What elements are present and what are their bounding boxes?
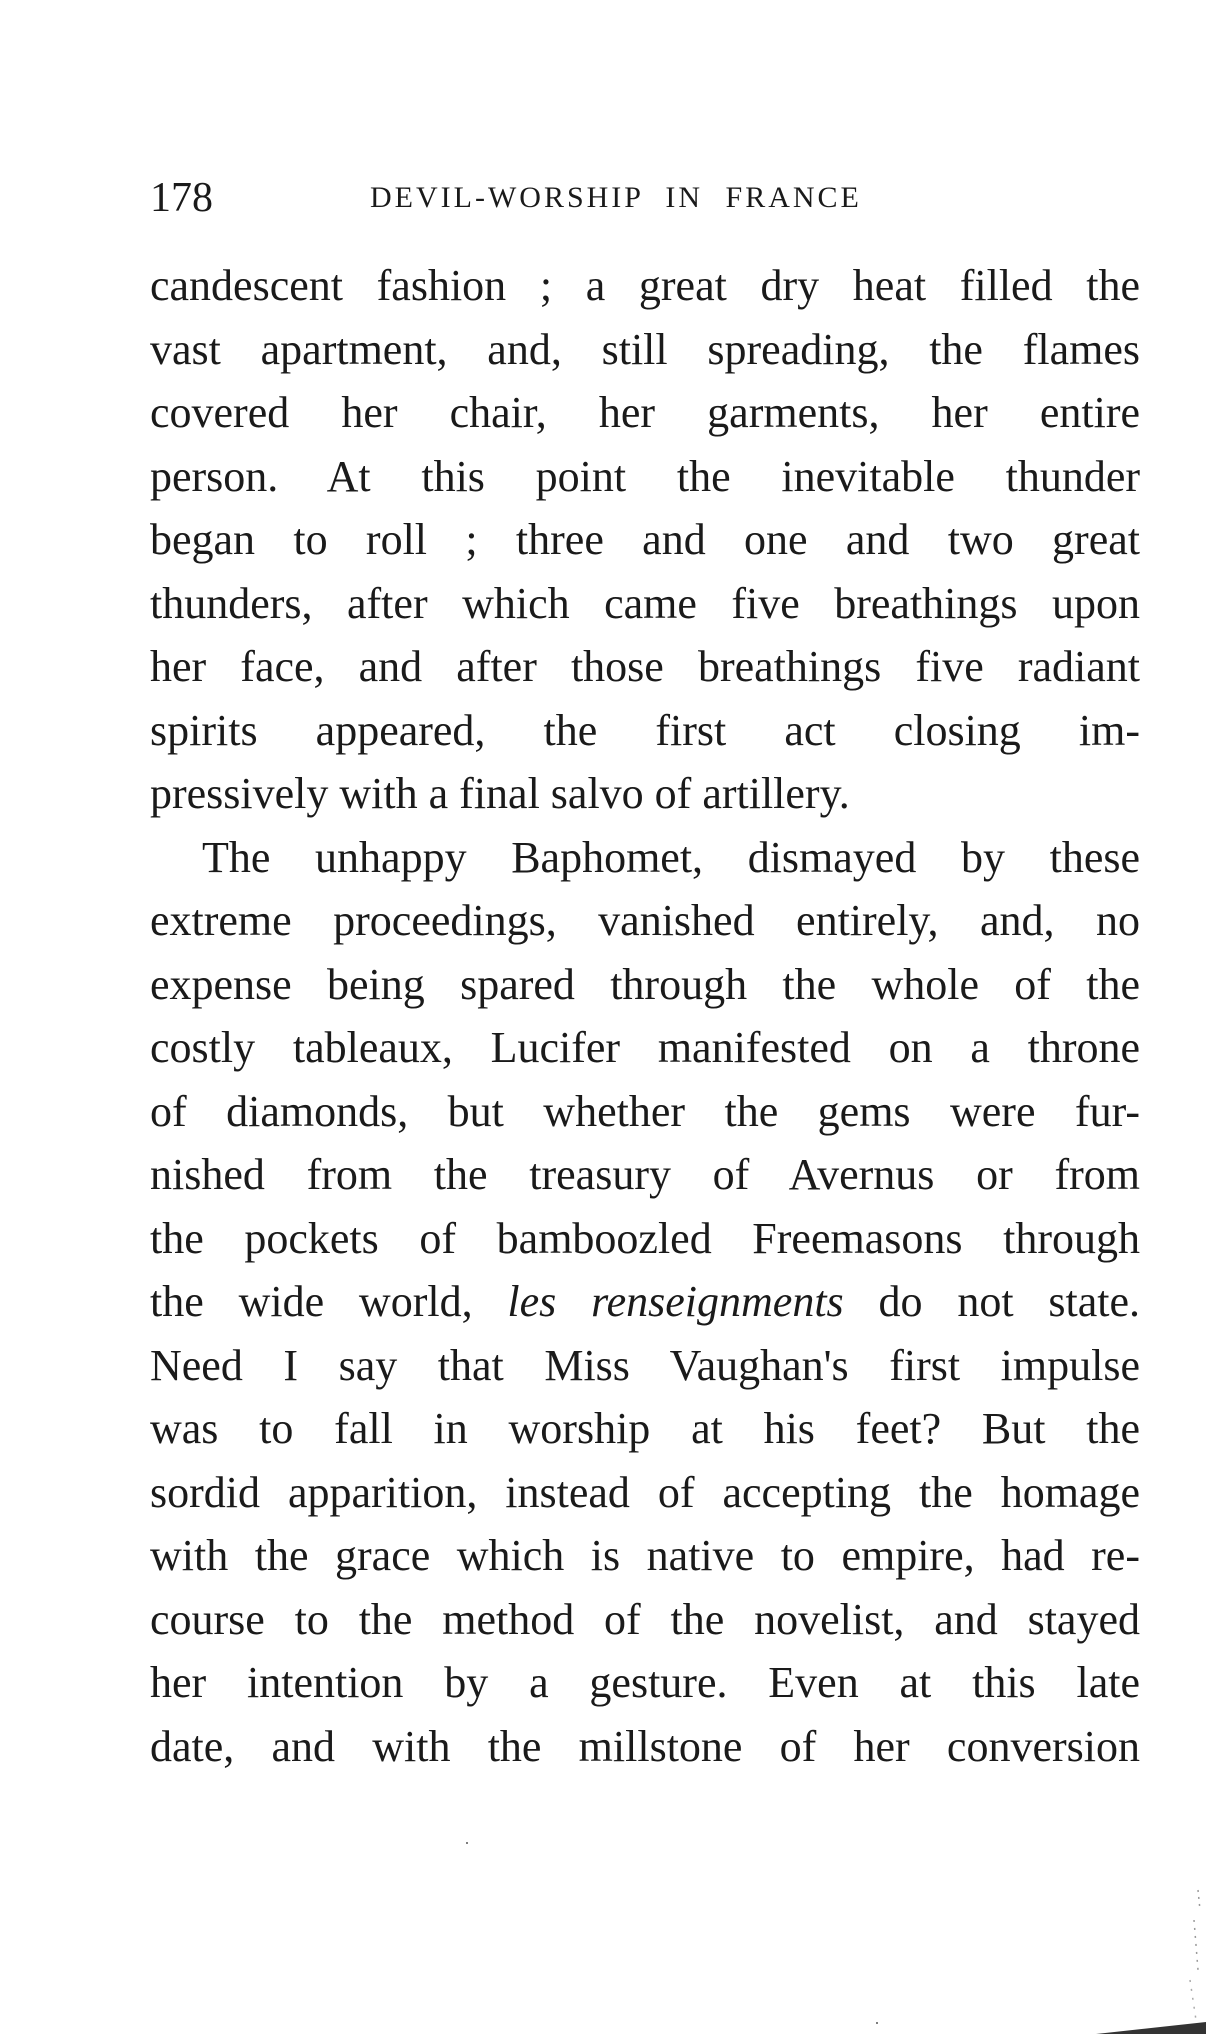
text-line: The unhappy Baphomet, dismayed by these	[202, 832, 1140, 882]
paragraph-1	[150, 254, 1140, 826]
text-line: covered her chair, her garments, her entire	[150, 388, 1140, 437]
text-line: was to fall in worship at his feet? But the	[150, 1404, 1140, 1453]
edge-dash	[1190, 1980, 1196, 2020]
text-line-with-italic	[150, 1270, 1140, 1334]
text-line: costly tableaux, Lucifer manifested on a throne	[150, 1023, 1140, 1072]
body-text	[150, 254, 1140, 1778]
text-line: her intention by a gesture. Even at this late	[150, 1658, 1140, 1707]
italic-phrase: les renseignments	[507, 1277, 844, 1326]
page-number: 178	[150, 175, 213, 221]
text-line: pressively with a final salvo of artillery.	[150, 769, 850, 818]
paper-speck	[876, 2022, 878, 2024]
text-line: began to roll ; three and one and two great	[150, 515, 1140, 564]
text-line: date, and with the millstone of her conversion	[150, 1721, 1140, 1771]
running-head	[150, 168, 1140, 228]
text-segment: do not state.	[878, 1277, 1141, 1326]
edge-dash	[1198, 1890, 1200, 1910]
text-line: sordid apparition, instead of accepting the homage	[150, 1467, 1140, 1517]
text-line: Need I say that Miss Vaughan's first impulse	[150, 1340, 1140, 1390]
text-line: with the grace which is native to empire, had re-	[150, 1531, 1140, 1580]
text-line: of diamonds, but whether the gems were fur-	[150, 1086, 1140, 1136]
text-line: person. At this point the inevitable thunder	[150, 451, 1140, 501]
text-line: spirits appeared, the first act closing im-	[150, 705, 1140, 755]
edge-dash	[1194, 1920, 1198, 1970]
paragraph-2	[150, 826, 1140, 1779]
text-line: extreme proceedings, vanished entirely, and, no	[150, 896, 1140, 945]
text-line: the pockets of bamboozled Freemasons through	[150, 1213, 1140, 1263]
paper-speck	[466, 1842, 468, 1844]
text-line: her face, and after those breathings five radiant	[150, 642, 1140, 691]
page-edge-marks	[1176, 1880, 1206, 2030]
text-line: nished from the treasury of Avernus or from	[150, 1150, 1140, 1199]
text-line: vast apartment, and, still spreading, the flames	[150, 324, 1140, 374]
text-line: course to the method of the novelist, and stayed	[150, 1594, 1140, 1644]
running-title: DEVIL-WORSHIP IN FRANCE	[370, 181, 862, 214]
text-segment: the wide world,	[150, 1277, 473, 1326]
text-line: candescent fashion ; a great dry heat filled the	[150, 261, 1140, 310]
text-line: thunders, after which came five breathings upon	[150, 578, 1140, 628]
text-line: expense being spared through the whole of the	[150, 959, 1140, 1009]
